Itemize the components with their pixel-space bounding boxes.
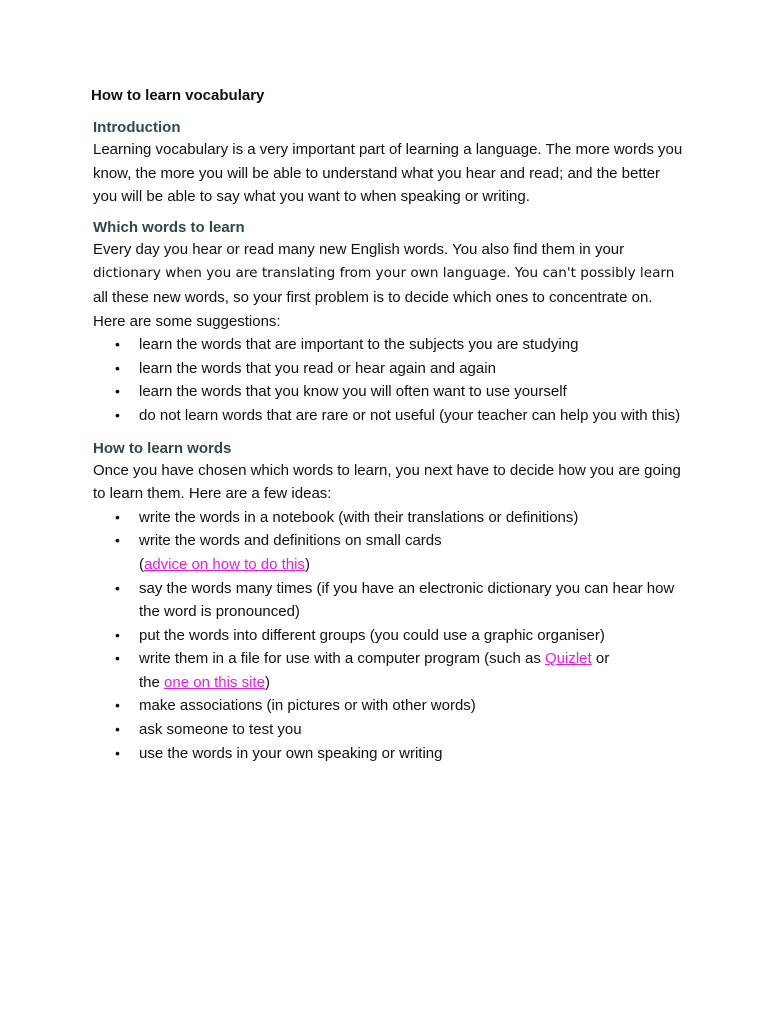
paragraph-which-words xyxy=(93,238,683,333)
list-item: • write them in a file for use with a computer program (such as Quizlet or the one on this site) xyxy=(93,647,683,694)
document-page xyxy=(93,86,683,765)
paragraph-which-line1: Every day you hear or read many new English words. You also find them in your xyxy=(93,240,625,258)
bullet-icon: • xyxy=(115,579,120,596)
paragraph-how-to-learn: Once you have chosen which words to learn, you next have to decide how you are going to learn them. Here are a few ideas: xyxy=(93,461,681,503)
list-item: • put the words into different groups (you could use a graphic organiser) xyxy=(93,624,683,648)
bullet-icon: • xyxy=(115,697,120,714)
list-item: • use the words in your own speaking or writing xyxy=(93,742,683,766)
list-item: • learn the words that are important to the subjects you are studying xyxy=(93,333,683,357)
bullet-icon: • xyxy=(115,336,120,353)
paragraph-introduction: Learning vocabulary is a very important part of learning a language. The more words you know, the more you will be able to understand what you hear and read; and the better you will be able to say what you want to when speaking or writing. xyxy=(93,141,683,206)
advice-link[interactable]: advice on how to do this xyxy=(144,555,305,573)
list-item: • write the words in a notebook (with their translations or definitions) xyxy=(93,506,683,530)
list-item: • learn the words that you read or hear again and again xyxy=(93,357,683,381)
list-item: • ask someone to test you xyxy=(93,718,683,742)
bullet-icon: • xyxy=(115,532,120,549)
list-item: • learn the words that you know you will often want to use yourself xyxy=(93,380,683,404)
bullet-icon: • xyxy=(115,359,120,376)
list-item: • say the words many times (if you have an electronic dictionary you can hear how the word is pronounced) xyxy=(93,577,683,624)
document-title: How to learn vocabulary xyxy=(91,87,265,104)
heading-which-words: Which words to learn xyxy=(93,218,245,236)
suggestions-list xyxy=(93,333,683,427)
paragraph-which-line2: dictionary when you are translating from your own language. You can't possibly learn xyxy=(93,265,675,282)
bullet-icon: • xyxy=(115,508,120,525)
bullet-icon: • xyxy=(115,406,120,423)
bullet-icon: • xyxy=(115,721,120,738)
site-program-link[interactable]: one on this site xyxy=(164,673,265,691)
quizlet-link[interactable]: Quizlet xyxy=(545,650,592,668)
heading-how-to-learn: How to learn words xyxy=(93,439,232,457)
ideas-list xyxy=(93,506,683,766)
bullet-icon: • xyxy=(115,650,120,667)
bullet-icon: • xyxy=(115,744,120,761)
bullet-icon: • xyxy=(115,626,120,643)
list-item: • make associations (in pictures or with other words) xyxy=(93,694,683,718)
list-item: • write the words and definitions on small cards (advice on how to do this) xyxy=(93,529,683,576)
heading-introduction: Introduction xyxy=(93,119,181,136)
list-item: • do not learn words that are rare or not useful (your teacher can help you with this) xyxy=(93,404,683,428)
bullet-icon: • xyxy=(115,383,120,400)
paragraph-which-rest: all these new words, so your first problem is to decide which ones to concentrate on. Here are some suggestions: xyxy=(93,288,653,330)
